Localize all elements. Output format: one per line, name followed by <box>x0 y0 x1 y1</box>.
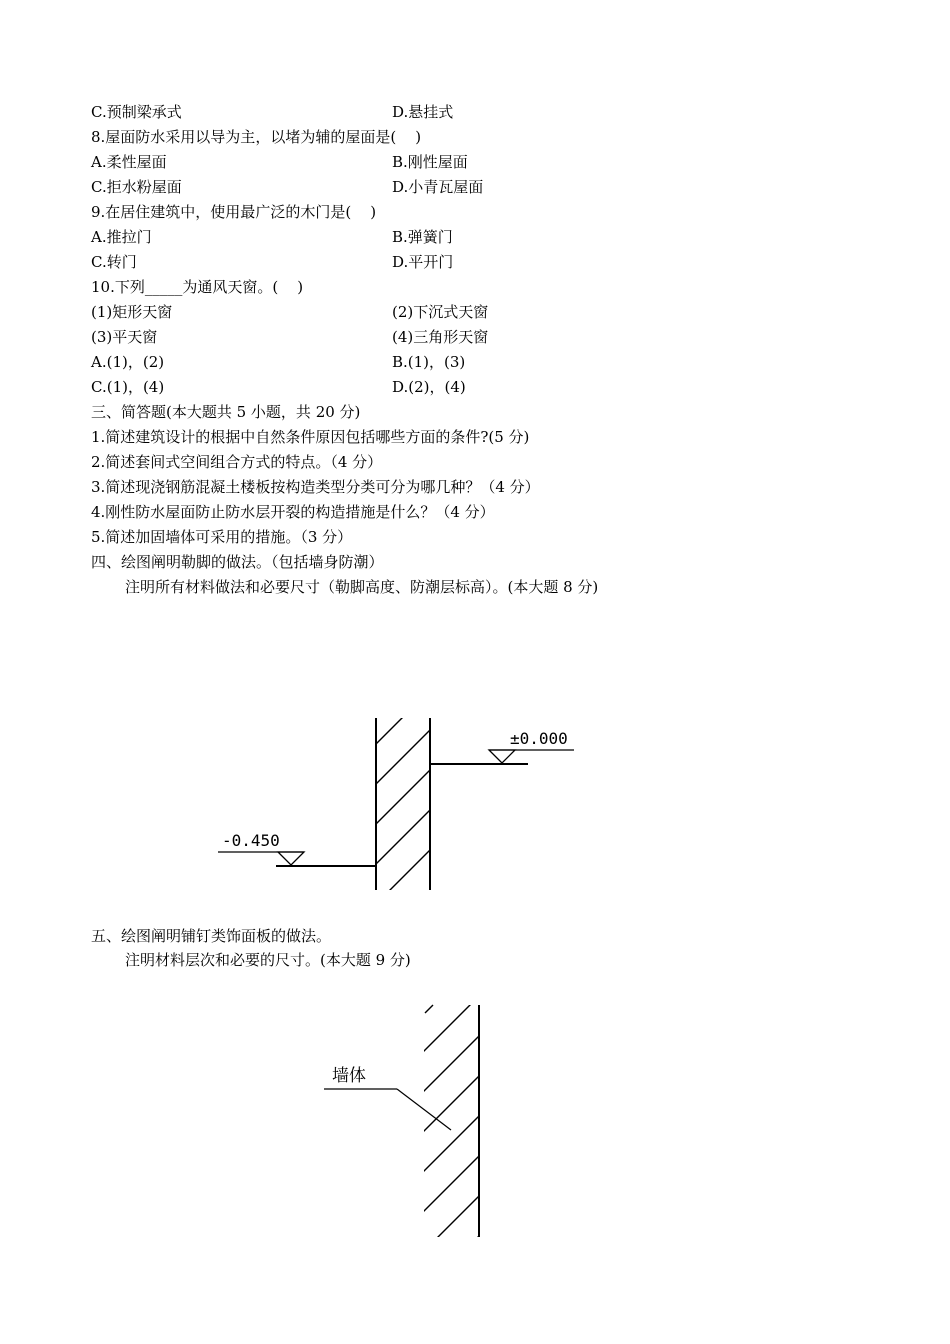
q8-option-c: C.拒水粉屋面 <box>91 178 182 196</box>
section5-title: 五、绘图阐明铺钉类饰面板的做法。 <box>91 927 332 945</box>
level-marker-top <box>489 750 515 763</box>
q8-option-d: D.小青瓦屋面 <box>392 178 484 196</box>
q9-option-c: C.转门 <box>91 253 137 271</box>
section3-question-5: 5.简述加固墙体可采用的措施。（3 分） <box>91 528 353 546</box>
q10-option-a: A.(1)，(2) <box>91 353 165 371</box>
section3-title: 三、简答题(本大题共 5 小题，共 20 分) <box>91 403 361 421</box>
section3-question-2: 2.简述套间式空间组合方式的特点。（4 分） <box>91 453 383 471</box>
q8-option-a: A.柔性屋面 <box>91 153 167 171</box>
level-label-top: ±0.000 <box>510 729 568 748</box>
q10-option-d: D.(2)，(4) <box>392 378 466 396</box>
q8-option-b: B.刚性屋面 <box>392 153 468 171</box>
q9-option-d: D.平开门 <box>392 253 454 271</box>
section4-note: 注明所有材料做法和必要尺寸（勒脚高度、防潮层标高）。(本大题 8 分) <box>125 578 599 596</box>
q10-item-4: (4)三角形天窗 <box>392 328 489 346</box>
q10-stem: 10.下列_____为通风天窗。( ) <box>91 278 304 296</box>
section5-note: 注明材料层次和必要的尺寸。(本大题 9 分) <box>125 951 411 969</box>
wall2-hatch-top <box>425 1005 433 1013</box>
q10-item-2: (2)下沉式天窗 <box>392 303 489 321</box>
q7-option-d: D.悬挂式 <box>392 103 454 121</box>
section3-question-3: 3.简述现浇钢筋混凝土楼板按构造类型分类可分为哪几种？（4 分） <box>91 478 540 496</box>
q10-option-b: B.(1)，(3) <box>392 353 466 371</box>
q7-option-c: C.预制梁承式 <box>91 103 182 121</box>
wall-leader-diagonal <box>397 1089 451 1130</box>
level-marker-bottom <box>278 852 304 865</box>
section4-title: 四、绘图阐明勒脚的做法。（包括墙身防潮） <box>91 553 384 571</box>
wall-hatch <box>330 680 440 990</box>
section3-question-4: 4.刚性防水屋面防止防水层开裂的构造措施是什么？（4 分） <box>91 503 495 521</box>
q10-item-3: (3)平天窗 <box>91 328 158 346</box>
q9-option-a: A.推拉门 <box>91 228 152 246</box>
q9-stem: 9.在居住建筑中，使用最广泛的木门是( ) <box>91 203 377 221</box>
q10-item-1: (1)矩形天窗 <box>91 303 173 321</box>
wall-label: 墙体 <box>332 1066 366 1086</box>
q10-option-c: C.(1)，(4) <box>91 378 165 396</box>
q8-stem: 8.屋面防水采用以导为主，以堵为辅的屋面是( ) <box>91 128 422 146</box>
q9-option-b: B.弹簧门 <box>392 228 453 246</box>
level-label-bottom: -0.450 <box>222 831 280 850</box>
section3-question-1: 1.简述建筑设计的根据中自然条件原因包括哪些方面的条件?(5 分) <box>91 428 530 446</box>
